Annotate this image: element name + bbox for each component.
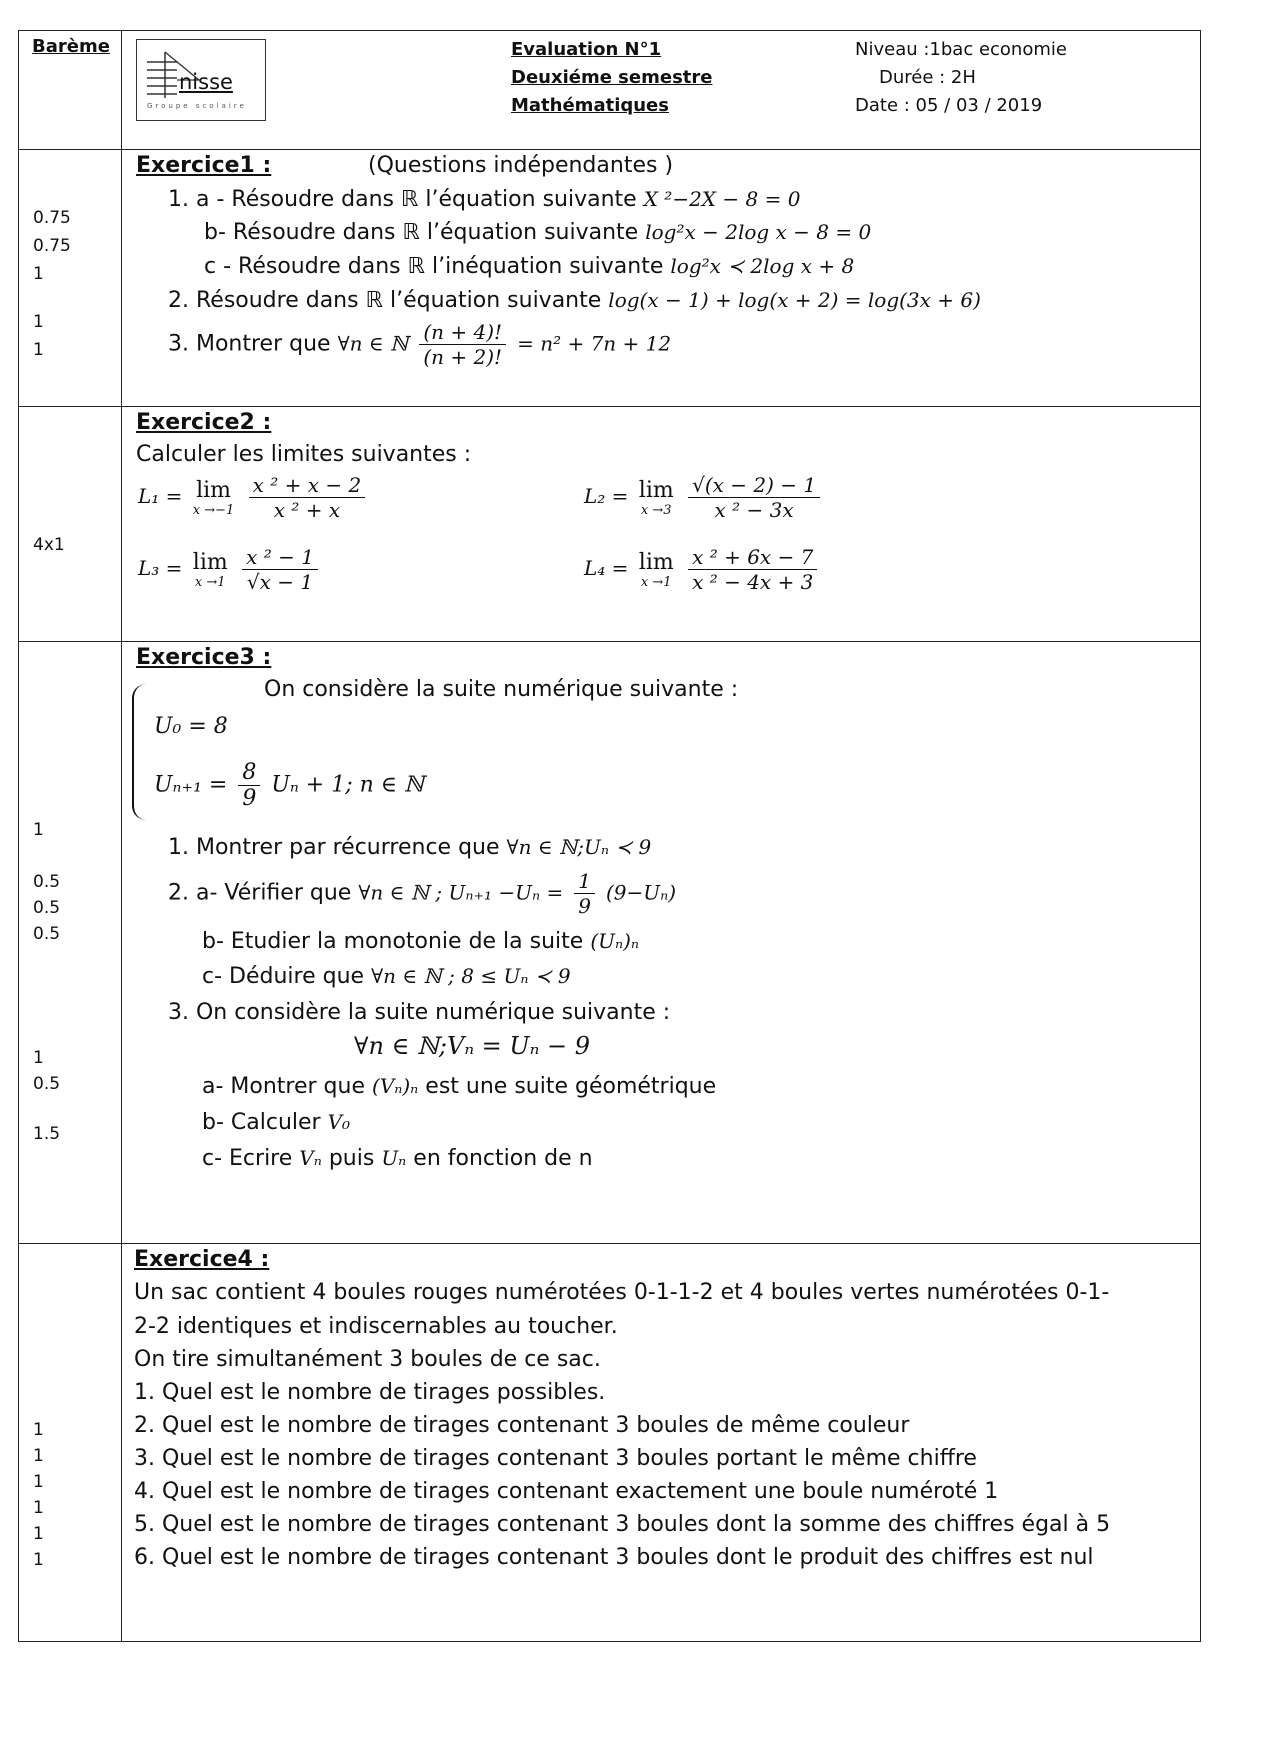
question-1 (168, 835, 651, 860)
limit-L4 (584, 545, 821, 594)
recurrence-lhs: Uₙ₊₁ = (154, 772, 228, 798)
recurrence-rhs: Uₙ + 1; n ∈ ℕ (271, 772, 425, 798)
fraction (688, 545, 817, 594)
question-text: 2. Résoudre dans ℝ l’équation suivante (168, 288, 602, 313)
fraction (238, 760, 260, 811)
exercise4-row (19, 1244, 1200, 1641)
numerator: 1 (574, 869, 595, 894)
exercise1-points (19, 150, 122, 406)
fraction (688, 473, 820, 522)
statement-rhs: (9−Uₙ) (605, 880, 677, 905)
sequence-definition: ∀n ∈ ℕ;Vₙ = Uₙ − 9 (354, 1032, 591, 1060)
fraction (249, 473, 366, 522)
points-value: 1 (33, 264, 44, 284)
question-1a (168, 187, 800, 212)
bareme-cell (19, 31, 122, 149)
denominator: √x − 1 (246, 570, 314, 594)
question-text: c- Déduire que (202, 964, 365, 989)
school-logo (136, 39, 266, 121)
points-value: 1 (33, 820, 44, 840)
denominator: x ² − 4x + 3 (692, 570, 814, 594)
initial-term: U₀ = 8 (154, 714, 228, 739)
exercise3-content (122, 642, 1200, 1243)
level: Niveau :1bac economie (855, 39, 1067, 60)
points-value: 1 (33, 1446, 44, 1466)
exercise4-content (122, 1244, 1200, 1641)
statement-line: 2-2 identiques et indiscernables au toucher. (134, 1314, 618, 1339)
limit-L2 (584, 473, 824, 522)
points-value: 1 (33, 1524, 44, 1544)
question-2b (202, 929, 639, 954)
sequence: (Vₙ)ₙ (372, 1074, 419, 1098)
question-text: a- Montrer que (202, 1074, 366, 1099)
numerator: x ² − 1 (242, 545, 318, 570)
question-text: 2. a- Vérifier que (168, 880, 352, 906)
points-value: 0.5 (33, 898, 61, 918)
exercise1-subtitle: (Questions indépendantes ) (368, 153, 674, 178)
lim-subscript: x →1 (194, 574, 226, 590)
question-text: 1. a - Résoudre dans ℝ l’équation suivante (168, 187, 637, 212)
evaluation-number: Evaluation N°1 (511, 39, 662, 60)
question-2c (202, 964, 571, 989)
exercise2-row (19, 407, 1200, 642)
denominator: x ² − 3x (714, 498, 794, 522)
question-text: b- Résoudre dans ℝ l’équation suivante (204, 220, 639, 245)
question-3c (202, 1146, 593, 1171)
recurrence-relation (154, 760, 424, 811)
question-text-end: en fonction de n (413, 1146, 593, 1171)
points-value: 1 (33, 1498, 44, 1518)
system-brace (132, 684, 148, 820)
subject: Mathématiques (511, 95, 669, 116)
header-content (122, 31, 1200, 149)
points-value: 0.5 (33, 924, 61, 944)
question-text-mid: puis (328, 1146, 375, 1171)
question: 3. Quel est le nombre de tirages contenant 3 boules portant le même chiffre (134, 1446, 977, 1471)
denominator: 9 (578, 894, 591, 918)
inequation: log²x ≺ 2log x + 8 (670, 254, 855, 278)
lim-operator: lim x →−1 (192, 477, 235, 518)
points-value: 0.5 (33, 1074, 61, 1094)
denominator: 9 (242, 786, 257, 811)
question-2 (168, 288, 981, 313)
question-text: 1. Montrer par récurrence que (168, 835, 500, 860)
question-3 (168, 320, 671, 369)
exercise1-row (19, 150, 1200, 407)
exam-sheet (18, 30, 1201, 1642)
lim-subscript: x →1 (640, 574, 672, 590)
duration: Durée : 2H (879, 67, 976, 88)
question-3: 3. On considère la suite numérique suivante : (168, 1000, 671, 1025)
statement-line: On tire simultanément 3 boules de ce sac. (134, 1347, 601, 1372)
statement: ∀n ∈ ℕ ; Uₙ₊₁ −Uₙ = (358, 880, 564, 905)
numerator: √(x − 2) − 1 (688, 473, 820, 498)
question-text-end: est une suite géométrique (425, 1074, 717, 1099)
statement-line: Un sac contient 4 boules rouges numérotées 0-1-1-2 et 4 boules vertes numérotées 0-1- (134, 1280, 1110, 1305)
points-value: 1.5 (33, 1124, 61, 1144)
question-3b (202, 1110, 350, 1135)
fraction (574, 869, 595, 918)
sequence: (Uₙ)ₙ (590, 929, 639, 953)
question-text: c- Ecrire (202, 1146, 293, 1171)
points-value: 1 (33, 1472, 44, 1492)
question-text: b- Calculer (202, 1110, 321, 1135)
equation: log²x − 2log x − 8 = 0 (645, 220, 872, 244)
header-right (855, 36, 1067, 120)
term-v: Vₙ (299, 1146, 322, 1170)
question-3a (202, 1074, 716, 1099)
exercise3-title: Exercice3 : (136, 645, 272, 670)
header-row (19, 31, 1200, 150)
exercise4-title: Exercice4 : (134, 1247, 270, 1272)
exercise3-intro: On considère la suite numérique suivante : (264, 677, 739, 702)
equation: log(x − 1) + log(x + 2) = log(3x + 6) (608, 288, 981, 312)
term: V₀ (327, 1110, 351, 1134)
lim-operator: lim x →1 (638, 549, 674, 590)
points-value: 0.75 (33, 236, 71, 256)
points-value: 4x1 (33, 535, 65, 555)
equation: X ²−2X − 8 = 0 (643, 187, 801, 211)
points-value: 1 (33, 1550, 44, 1570)
question-1b (204, 220, 871, 245)
points-value: 1 (33, 1420, 44, 1440)
exercise1-content (122, 150, 1200, 406)
exercise1-title: Exercice1 : (136, 153, 272, 178)
question-text: b- Etudier la monotonie de la suite (202, 929, 584, 954)
points-value: 1 (33, 1048, 44, 1068)
logo-subtitle: Groupe scolaire (147, 102, 247, 110)
exercise2-title: Exercice2 : (136, 410, 272, 435)
bareme-title: Barème (32, 36, 110, 57)
statement: ∀n ∈ ℕ;Uₙ ≺ 9 (506, 835, 652, 859)
logo-text: nisse (179, 70, 233, 94)
quantifier: ∀n ∈ ℕ (337, 331, 409, 356)
numerator: 8 (238, 760, 260, 786)
points-value: 1 (33, 340, 44, 360)
exercise2-intro: Calculer les limites suivantes : (136, 442, 472, 467)
equation-rhs: = n² + 7n + 12 (517, 331, 672, 356)
limit-L1 (138, 473, 369, 522)
denominator: x ² + x (273, 498, 341, 522)
limit-name: L₁ = (138, 484, 183, 508)
date: Date : 05 / 03 / 2019 (855, 95, 1043, 116)
question: 1. Quel est le nombre de tirages possibles. (134, 1380, 606, 1405)
fraction (419, 320, 506, 369)
question-2a (168, 869, 676, 918)
points-value: 0.5 (33, 872, 61, 892)
exercise2-points (19, 407, 122, 641)
limit-name: L₄ = (584, 556, 629, 580)
limit-L3 (138, 545, 322, 594)
numerator: (n + 4)! (419, 320, 506, 345)
numerator: x ² + 6x − 7 (688, 545, 817, 570)
term-u: Uₙ (381, 1146, 407, 1170)
limit-name: L₃ = (138, 556, 183, 580)
question-text: 3. Montrer que (168, 331, 331, 357)
exercise4-points (19, 1244, 122, 1641)
limit-name: L₂ = (584, 484, 629, 508)
question-1c (204, 254, 854, 279)
lim-operator: lim x →1 (192, 549, 228, 590)
question-text: c - Résoudre dans ℝ l’inéquation suivante (204, 254, 664, 279)
numerator: x ² + x − 2 (249, 473, 366, 498)
exercise3-row (19, 642, 1200, 1244)
fraction (242, 545, 318, 594)
question: 4. Quel est le nombre de tirages contenant exactement une boule numéroté 1 (134, 1479, 999, 1504)
question: 5. Quel est le nombre de tirages contenant 3 boules dont la somme des chiffres égal à 5 (134, 1512, 1111, 1537)
exercise3-points (19, 642, 122, 1243)
statement: ∀n ∈ ℕ ; 8 ≤ Uₙ ≺ 9 (371, 964, 571, 988)
question: 2. Quel est le nombre de tirages contenant 3 boules de même couleur (134, 1413, 910, 1438)
exercise2-content (122, 407, 1200, 641)
lim-subscript: x →3 (640, 502, 672, 518)
denominator: (n + 2)! (423, 345, 503, 369)
semester: Deuxiéme semestre (511, 67, 713, 88)
points-value: 0.75 (33, 208, 71, 228)
header-center (511, 36, 712, 120)
points-value: 1 (33, 312, 44, 332)
question: 6. Quel est le nombre de tirages contenant 3 boules dont le produit des chiffres est nul (134, 1545, 1094, 1570)
lim-operator: lim x →3 (638, 477, 674, 518)
lim-subscript: x →−1 (192, 502, 235, 518)
